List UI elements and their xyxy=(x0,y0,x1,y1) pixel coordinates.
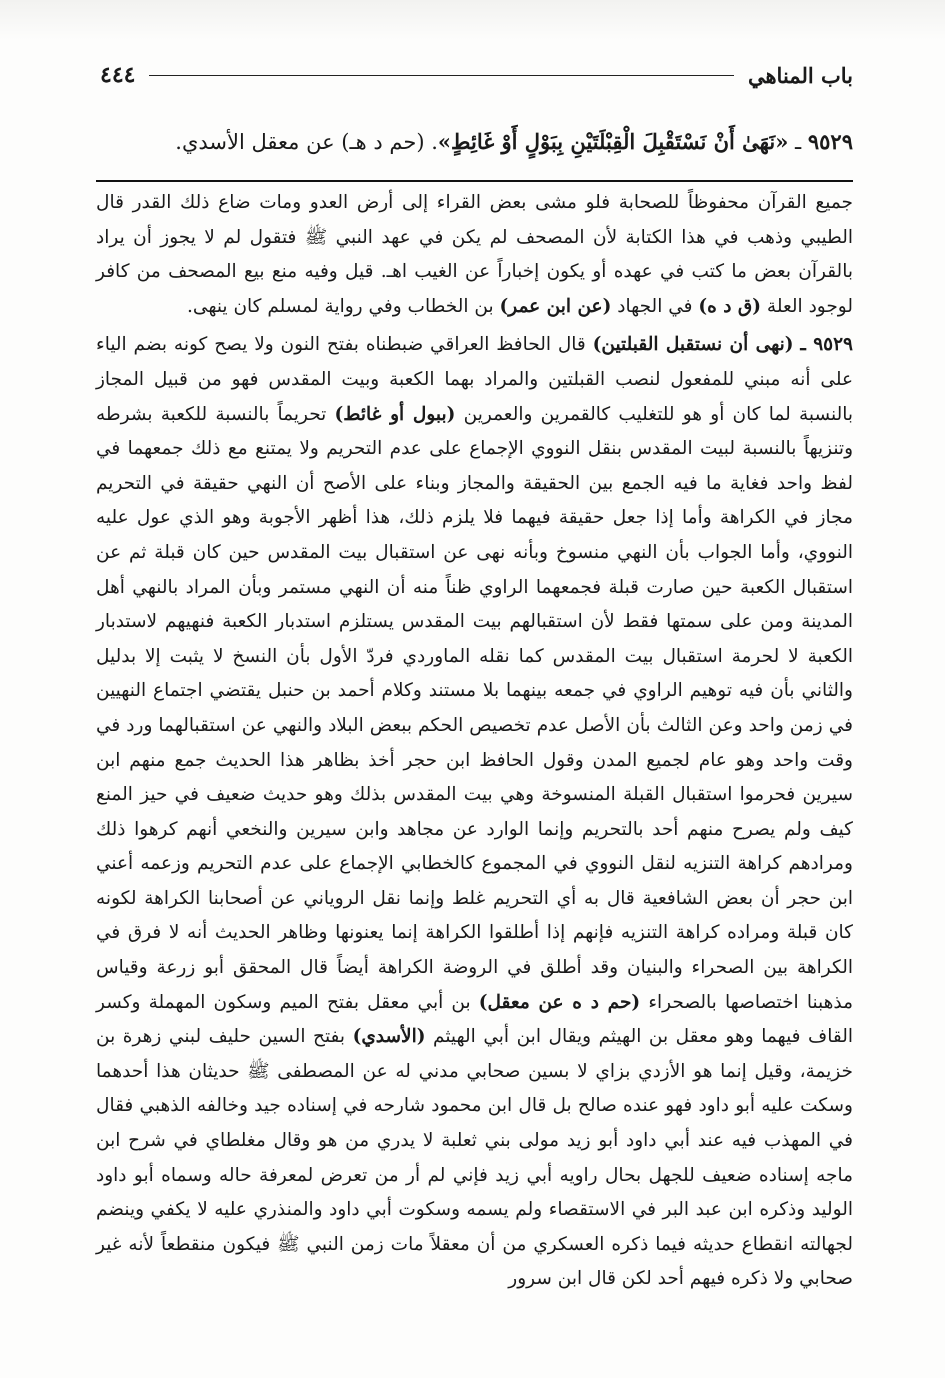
commentary-line: الطيبي وذهب في هذا الكتابة لأن المصحف لم يكن في عهد النبي ﷺ فتقول لم لا يجوز أن يراد بالقرآن xyxy=(96,226,853,283)
page-edge-shadow xyxy=(0,0,945,40)
commentary xyxy=(96,186,853,1297)
lemma: (الأسدي) xyxy=(352,1026,426,1048)
source-code: (ق د ه) xyxy=(698,295,762,317)
hadith-source: . (حم د هـ) عن معقل الأسدي. xyxy=(175,130,438,154)
matn-separator xyxy=(96,180,853,182)
commentary-paragraph-2 xyxy=(96,328,853,1297)
commentary-text: في الجهاد xyxy=(611,295,699,317)
hadith-quote: «نَهَىٰ أَنْ نَسْتَقْبِلَ الْقِبْلَتَيْنِ بِبَوْلٍ أَوْ غَائِطٍ» xyxy=(437,129,789,154)
source-code: (حم د ه عن معقل) xyxy=(478,991,641,1013)
commentary-paragraph-1 xyxy=(96,186,853,324)
commentary-hadith-number: ٩٥٢٩ ـ xyxy=(800,334,853,356)
lemma: (نهى أن نستقبل القبلتين) xyxy=(592,334,794,356)
hadith-dash: ـ xyxy=(795,130,802,154)
commentary-line: جميع القرآن محفوظاً للصحابة فلو مشى بعض القراء إلى أرض العدو ومات ضاع ذلك القدر قال xyxy=(96,192,853,213)
hadith-number: ٩٥٢٩ xyxy=(807,129,853,154)
commentary-text: بن الخطاب وفي رواية لمسلم كان ينهى. xyxy=(187,295,500,317)
lemma: (ببول أو غائط) xyxy=(334,403,456,425)
hadith-text xyxy=(96,122,853,162)
header-rule xyxy=(149,75,734,76)
page-number: ٤٤٤ xyxy=(100,62,136,88)
commentary-text: بن أبي معقل بفتح الميم وسكون المهملة وكسر القاف فيهما وهو معقل بن الهيثم ويقال ابن أبي الهيثم xyxy=(96,991,853,1048)
chapter-title: باب المناهي xyxy=(747,62,853,88)
commentary-text: تحريماً بالنسبة للكعبة بشرطه وتنزيهاً بالنسبة لبيت المقدس بنقل النووي الإجماع على عدم التحريم ولا يمتنع مع ذلك جمعهما في لفظ واحد فغاية ما فيه الجمع بين الحقيقة والمجاز وبناء على الأصح أن النهي حقيقة في التحريم مجاز في الكراهة وأما إذا جعل حقيقة فيهما فلا يلزم ذلك، هذا أظهر الأجوبة وهو الذي عول عليه النووي، وأما الجواب بأن النهي منسوخ وبأنه نهى عن استقبال بيت المقدس حين كان قبلة ثم عن استقبال الكعبة حين صارت قبلة فجمعهما الراوي ظناً منه أن النهي مستمر وبأن المراد بالنهي أهل المدينة ومن على سمتها فقط لأن استقبالهم بيت المقدس يستلزم استدبار الكعبة فنهيهم لاستدبار الكعبة لا لحرمة استقبال بيت المقدس كما نقله الماوردي فردّ الأول بأن النسخ لا يثبت إلا بدليل والثاني بأن فيه توهيم الراوي في جمعه بينهما بلا مستند وكلام أحمد بن حنبل يقتضي اجتماع النهيين في زمن واحد وعن الثالث بأن الأصل عدم تخصيص الحكم ببعض البلاد والنهي عن استقبالهما ورد في وقت واحد وهو عام لجميع المدن وقول الحافظ ابن حجر أخذ بظاهر هذا الحديث جمع منهم ابن سيرين فحرموا استقبال القبلة المنسوخة وهي بيت المقدس بذلك وهو حديث ضعيف في حيز المنع كيف ولم يصرح منهم أحد بالتحريم وإنما الوارد عن مجاهد وابن سيرين والنخعي أنهم كرهوا ذلك ومرادهم كراهة التنزيه لنقل النووي في المجموع كالخطابي الإجماع على عدم التحريم وزعمه أعني ابن حجر أن بعض الشافعية قال به أي التحريم غلط وإنما نقل الروياني عن أصحابنا الكراهة لكونه كان قبلة ومراده كراهة التنزيه فإنهم إذا أطلقوا الكراهة إنما يعنونها وظاهر الحديث أنه لا فرق في الكراهة بين الصحراء والبنيان وقد أطلق في الروضة الكراهة أيضاً قال المحقق أبو زرعة وقياس مذهبنا اختصاصها بالصحراء xyxy=(96,403,854,1013)
running-header xyxy=(100,58,853,92)
narrator: (عن ابن عمر) xyxy=(499,295,612,317)
commentary-line: العلة xyxy=(761,295,803,317)
commentary-text: قال الحافظ العراقي ضبطناه بفتح النون ولا يصح كونه بضم الياء على أنه مبني للمفعول لنصب القبلتين والمراد بهما الكعبة وبيت المقدس فهو من قبيل المجاز بالنسبة لما كان أو هو للتغليب كالقمرين والعمرين xyxy=(96,334,853,425)
commentary-text: بفتح السين حليف لبني زهرة بن خزيمة، وقيل إنما هو الأزدي بزاي لا بسين صحابي مدني له عن المصطفى ﷺ حديثان هذا أحدهما وسكت عليه أبو داود فهو عنده صالح بل قال ابن محمود شارحه في إسناده جيد وخالفه الذهبي فقال في المهذب فيه عند أبي داود أبو زيد مولى بني ثعلبة لا يدري من هو وقال مغلطاي في شرح ابن ماجه إسناده ضعيف للجهل بحال راويه أبي زيد فإني لم أر من تعرض لمعرفة حاله وسماه أبو داود الوليد وذكره ابن عبد البر في الاستقصاء ولم يسمه وسكوت أبي داود والمنذري عليه لا يكفي وينضم لجهالته انقطاع حديثه فيما ذكره العسكري من أن معقلاً مات زمن النبي ﷺ فيكون منقطعاً لأنه غير صحابي ولا ذكره فيهم أحد لكن قال ابن سرور xyxy=(96,1026,853,1290)
commentary-line: بعض ما كتب في عهده أو يكون إخباراً عن الغيب اهـ. قيل وفيه منع بيع المصحف من كافر لوجود xyxy=(96,261,853,317)
